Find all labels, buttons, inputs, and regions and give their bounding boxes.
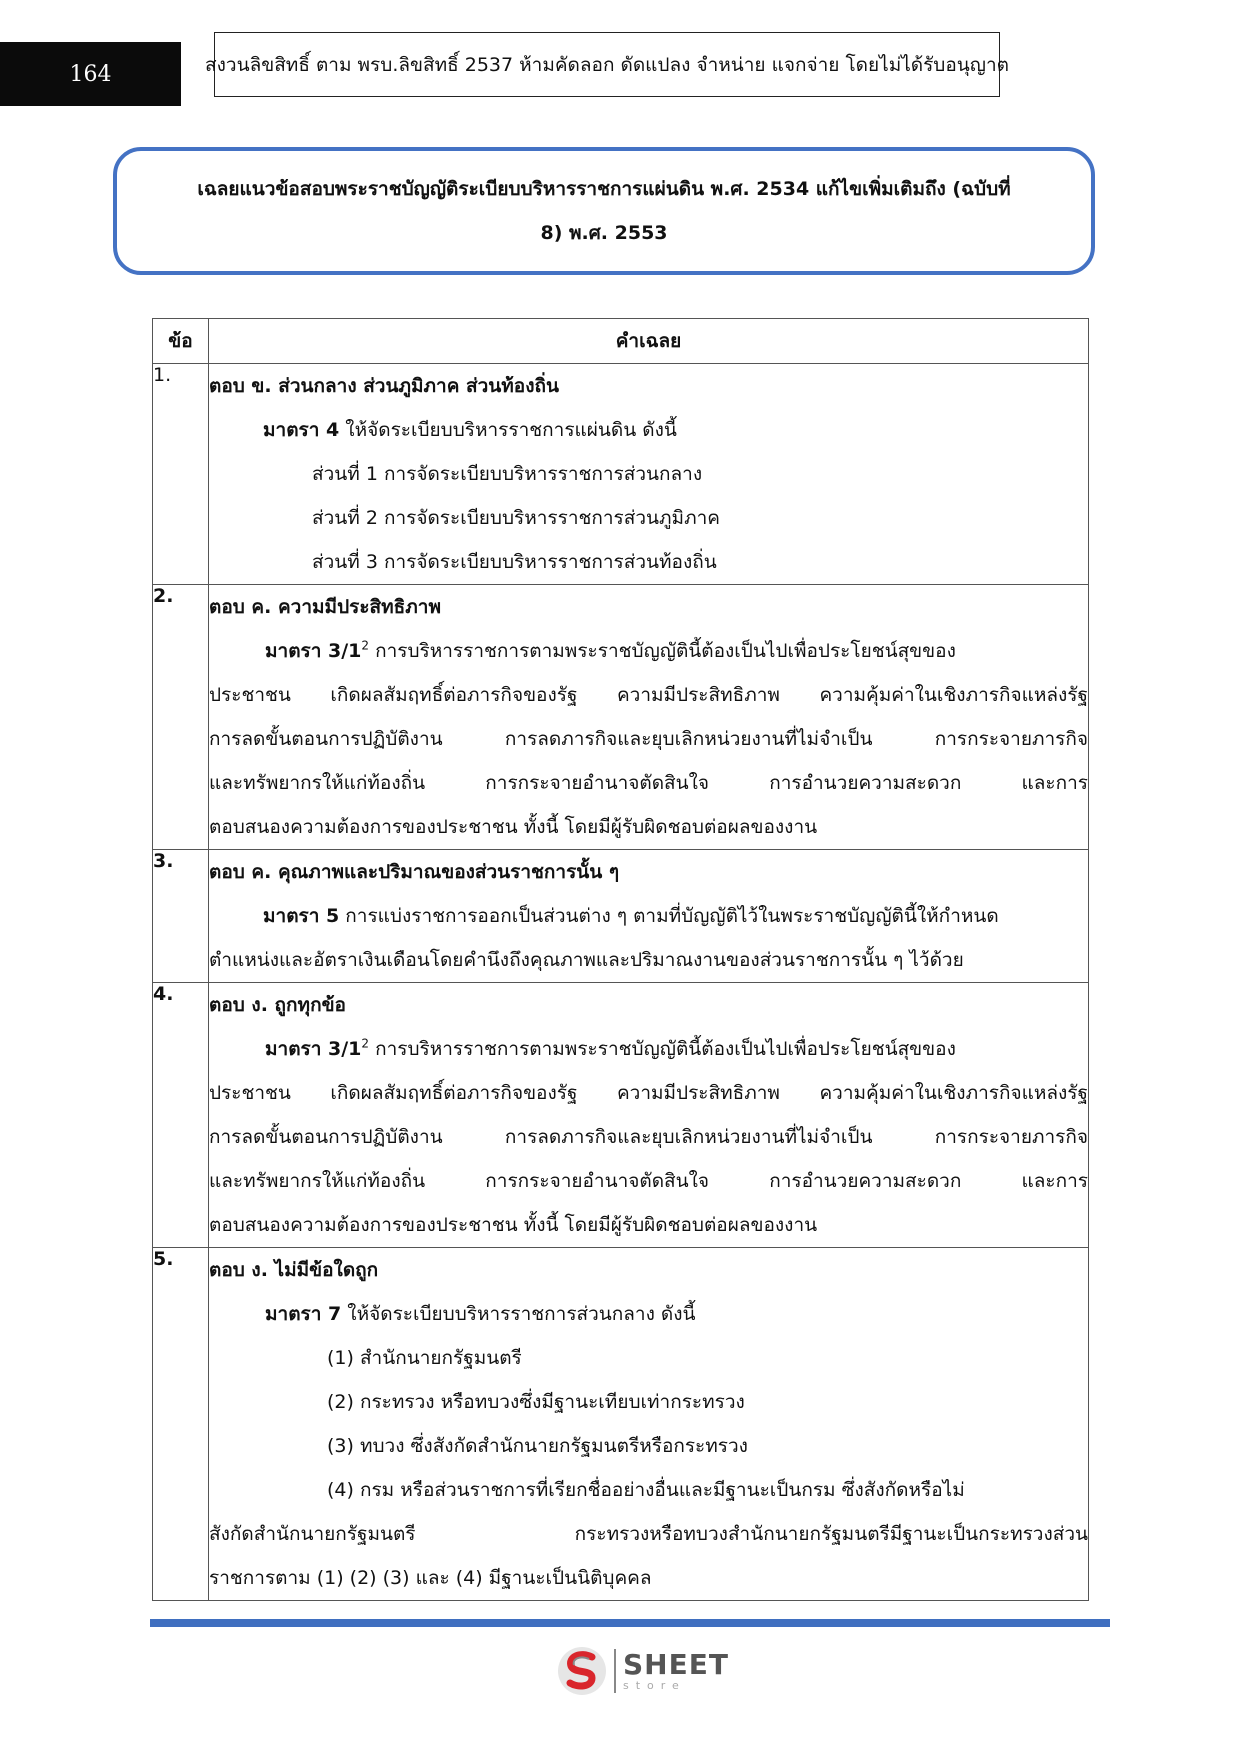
section-ref: มาตรา 5 <box>263 905 340 927</box>
table-row <box>153 1248 1089 1601</box>
footnote-ref: 2 <box>361 638 370 653</box>
answer-cell <box>209 364 1089 585</box>
list-item: ส่วนที่ 2 การจัดระเบียบบริหารราชการส่วนภูมิภาค <box>312 507 720 529</box>
text-line: การลดขั้นตอนการปฏิบัติงาน การลดภารกิจและยุบเลิกหน่วยงานที่ไม่จำเป็น การกระจายภารกิจ <box>209 1126 1088 1148</box>
page-number <box>0 42 181 106</box>
table-row <box>153 983 1089 1248</box>
column-header-answer: คำเฉลย <box>209 319 1089 364</box>
list-item: ส่วนที่ 1 การจัดระเบียบบริหารราชการส่วนกลาง <box>312 463 703 485</box>
answer-cell <box>209 585 1089 850</box>
table-row <box>153 585 1089 850</box>
answer-choice: ตอบ ค. คุณภาพและปริมาณของส่วนราชการนั้น ๆ <box>209 861 620 883</box>
row-number: 4. <box>153 983 209 1248</box>
text-line: ตอบสนองความต้องการของประชาชน ทั้งนี้ โดยมีผู้รับผิดชอบต่อผลของงาน <box>209 816 818 838</box>
text-line: สังกัดสำนักนายกรัฐมนตรี กระทรวงหรือทบวงสำนักนายกรัฐมนตรีมีฐานะเป็นกระทรวงส่วน <box>209 1523 1088 1545</box>
list-item: (1) สำนักนายกรัฐมนตรี <box>327 1347 522 1369</box>
title-line-2: 8) พ.ศ. 2553 <box>540 222 668 244</box>
logo-separator <box>614 1649 616 1693</box>
row-number: 5. <box>153 1248 209 1601</box>
column-header-no: ข้อ <box>153 319 209 364</box>
title-line-1: เฉลยแนวข้อสอบพระราชบัญญัติระเบียบบริหารราชการแผ่นดิน พ.ศ. 2534 แก้ไขเพิ่มเติมถึง (ฉบับที่ <box>197 178 1011 200</box>
footer-divider <box>150 1619 1110 1627</box>
section-text: การบริหารราชการตามพระราชบัญญัตินี้ต้องเป็นไปเพื่อประโยชน์สุขของ <box>369 1038 956 1060</box>
text-line: ประชาชน เกิดผลสัมฤทธิ์ต่อภารกิจของรัฐ ความมีประสิทธิภาพ ความคุ้มค่าในเชิงภารกิจแหล่งรัฐ <box>209 684 1088 706</box>
list-item: (2) กระทรวง หรือทบวงซึ่งมีฐานะเทียบเท่ากระทรวง <box>327 1391 745 1413</box>
document-title <box>113 147 1095 275</box>
answer-choice: ตอบ ค. ความมีประสิทธิภาพ <box>209 596 441 618</box>
section-text: ให้จัดระเบียบบริหารราชการแผ่นดิน ดังนี้ <box>339 419 677 441</box>
section-ref: มาตรา 3/1 <box>265 1038 362 1060</box>
logo-text <box>623 1648 729 1692</box>
section-line <box>209 1027 1088 1071</box>
text-line: ตำแหน่งและอัตราเงินเดือนโดยคำนึงถึงคุณภาพและปริมาณงานของส่วนราชการนั้น ๆ ไว้ด้วย <box>209 949 964 971</box>
answer-cell <box>209 1248 1089 1601</box>
section-line <box>209 1292 1088 1336</box>
section-line <box>209 894 1088 938</box>
section-text: ให้จัดระเบียบบริหารราชการส่วนกลาง ดังนี้ <box>341 1303 696 1325</box>
text-line: ตอบสนองความต้องการของประชาชน ทั้งนี้ โดยมีผู้รับผิดชอบต่อผลของงาน <box>209 1214 818 1236</box>
sheet-store-logo-icon <box>556 1645 608 1697</box>
answer-cell <box>209 850 1089 983</box>
text-line: ราชการตาม (1) (2) (3) และ (4) มีฐานะเป็นนิติบุคคล <box>209 1567 652 1589</box>
answer-choice: ตอบ ข. ส่วนกลาง ส่วนภูมิภาค ส่วนท้องถิ่น <box>209 375 559 397</box>
section-ref: มาตรา 7 <box>265 1303 342 1325</box>
list-item: (3) ทบวง ซึ่งสังกัดสำนักนายกรัฐมนตรีหรือกระทรวง <box>327 1435 748 1457</box>
section-text: การบริหารราชการตามพระราชบัญญัตินี้ต้องเป็นไปเพื่อประโยชน์สุขของ <box>369 640 956 662</box>
copyright-text: สงวนลิขสิทธิ์ ตาม พรบ.ลิขสิทธิ์ 2537 ห้ามคัดลอก ดัดแปลง จำหน่าย แจกจ่าย โดยไม่ได้รับอนุญาต <box>205 53 1009 76</box>
text-line: และทรัพยากรให้แก่ท้องถิ่น การกระจายอำนาจตัดสินใจ การอำนวยความสะดวก และการ <box>209 1170 1088 1192</box>
answer-choice: ตอบ ง. ไม่มีข้อใดถูก <box>209 1259 379 1281</box>
copyright-header <box>205 32 1009 97</box>
list-item: (4) กรม หรือส่วนราชการที่เรียกชื่ออย่างอื่นและมีฐานะเป็นกรม ซึ่งสังกัดหรือไม่ <box>327 1479 965 1501</box>
text-line: และทรัพยากรให้แก่ท้องถิ่น การกระจายอำนาจตัดสินใจ การอำนวยความสะดวก และการ <box>209 772 1088 794</box>
logo-word: SHEET <box>623 1648 729 1681</box>
list-item: ส่วนที่ 3 การจัดระเบียบบริหารราชการส่วนท้องถิ่น <box>312 551 717 573</box>
text-line: ประชาชน เกิดผลสัมฤทธิ์ต่อภารกิจของรัฐ ความมีประสิทธิภาพ ความคุ้มค่าในเชิงภารกิจแหล่งรัฐ <box>209 1082 1088 1104</box>
section-line <box>209 408 1088 452</box>
section-text: การแบ่งราชการออกเป็นส่วนต่าง ๆ ตามที่บัญญัติไว้ในพระราชบัญญัตินี้ให้กำหนด <box>339 905 999 927</box>
section-ref: มาตรา 4 <box>263 419 340 441</box>
answer-table <box>152 318 1089 1601</box>
sheet-store-logo <box>556 1643 729 1699</box>
text-line: การลดขั้นตอนการปฏิบัติงาน การลดภารกิจและยุบเลิกหน่วยงานที่ไม่จำเป็น การกระจายภารกิจ <box>209 728 1088 750</box>
answer-choice: ตอบ ง. ถูกทุกข้อ <box>209 994 346 1016</box>
logo-sub: store <box>623 1679 686 1692</box>
table-header-row <box>153 319 1089 364</box>
table-row <box>153 850 1089 983</box>
page-number-text: 164 <box>69 61 112 87</box>
row-number: 1. <box>153 364 209 585</box>
row-number: 2. <box>153 585 209 850</box>
section-ref: มาตรา 3/1 <box>265 640 362 662</box>
row-number: 3. <box>153 850 209 983</box>
section-line <box>209 629 1088 673</box>
footnote-ref: 2 <box>361 1036 370 1051</box>
table-row <box>153 364 1089 585</box>
answer-cell <box>209 983 1089 1248</box>
